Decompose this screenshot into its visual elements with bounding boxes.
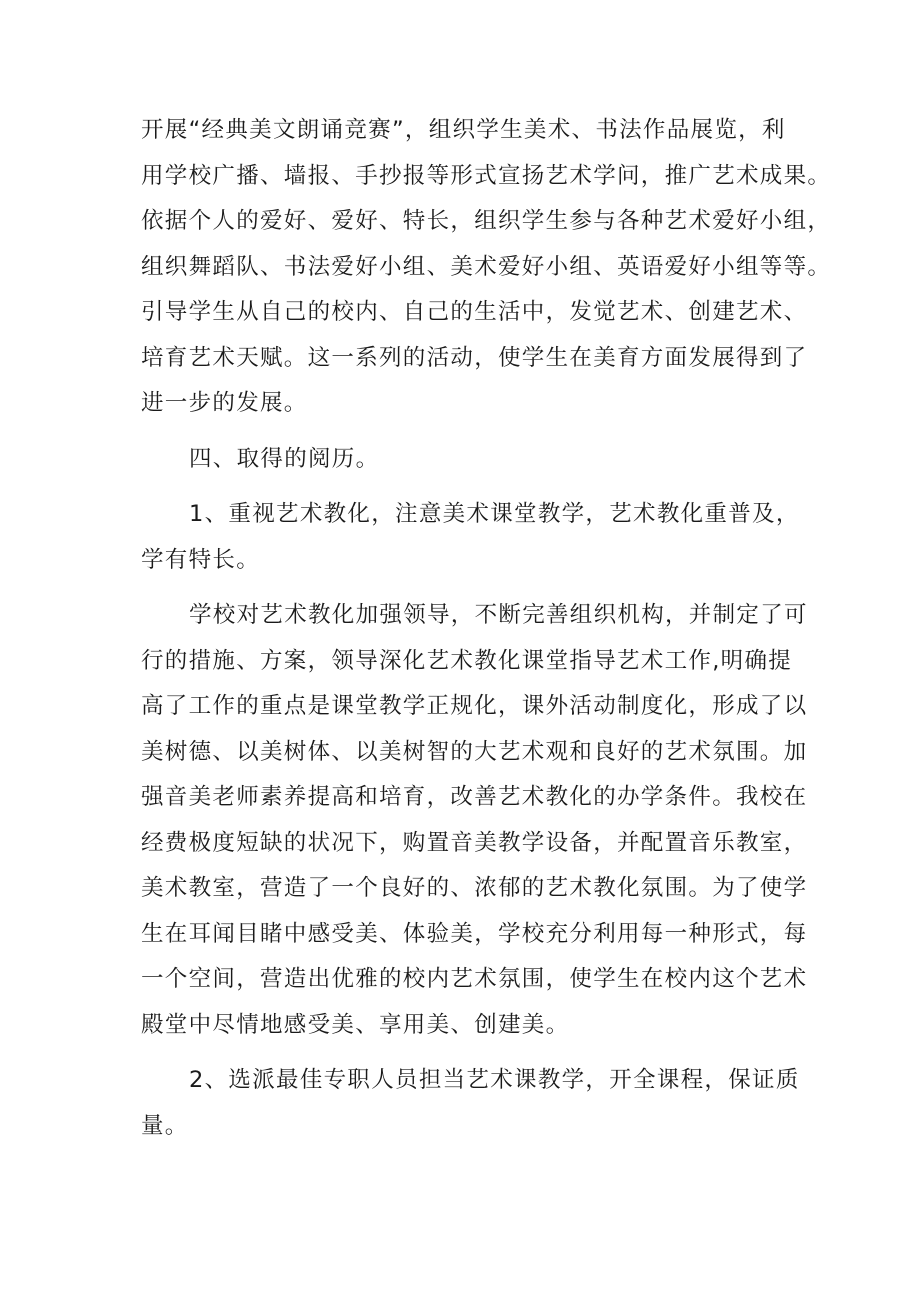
text-line: 组织舞蹈队、书法爱好小组、美术爱好小组、英语爱好小组等等。	[141, 253, 832, 280]
text-line: 学有特长。	[141, 546, 261, 573]
text-line: 行的措施、方案，领导深化艺术教化课堂指导艺术工作,明确提	[141, 647, 793, 674]
text-line: 美树德、以美树体、以美树智的大艺术观和良好的艺术氛围。加	[141, 738, 808, 765]
text-line: 殿堂中尽情地感受美、享用美、创建美。	[141, 1011, 570, 1038]
text-line: 美术教室，营造了一个良好的、浓郁的艺术教化氛围。为了使学	[141, 875, 808, 901]
text-line: 量。	[141, 1112, 189, 1139]
subsection-heading: 2、选派最佳专职人员担当艺术课教学，开全课程，保证质	[189, 1067, 800, 1093]
document-body	[141, 108, 832, 1149]
text-line: 用学校广播、墙报、手抄报等形式宣扬艺术学问，推广艺术成果。	[141, 162, 832, 189]
subsection-heading: 1、重视艺术教化，注意美术课堂教学，艺术教化重普及，	[189, 501, 800, 527]
text-line: 经费极度短缺的状况下，购置音美教学设备，并配置音乐教室，	[141, 829, 808, 856]
text-line: 强音美老师素养提高和培育，改善艺术教化的办学条件。我校在	[141, 784, 808, 810]
text-line: 学校对艺术教化加强领导，不断完善组织机构，并制定了可	[189, 602, 808, 628]
text-line: 生在耳闻目睹中感受美、体验美，学校充分利用每一种形式，每	[141, 920, 808, 947]
text-line: 引导学生从自己的校内、自己的生活中，发觉艺术、创建艺术、	[141, 299, 808, 325]
text-line: 一个空间，营造出优雅的校内艺术氛围，使学生在校内这个艺术	[141, 966, 808, 992]
text-line: 开展“经典美文朗诵竞赛”，组织学生美术、书法作品展览，利	[141, 117, 786, 143]
section-heading: 四、取得的阅历。	[189, 445, 380, 472]
text-line: 依据个人的爱好、爱好、特长，组织学生参与各种艺术爱好小组，	[141, 208, 832, 234]
text-line: 进一步的发展。	[141, 390, 308, 416]
text-line: 培育艺术天赋。这一系列的活动，使学生在美育方面发展得到了	[141, 344, 808, 371]
text-line: 高了工作的重点是课堂教学正规化，课外活动制度化，形成了以	[141, 693, 808, 719]
